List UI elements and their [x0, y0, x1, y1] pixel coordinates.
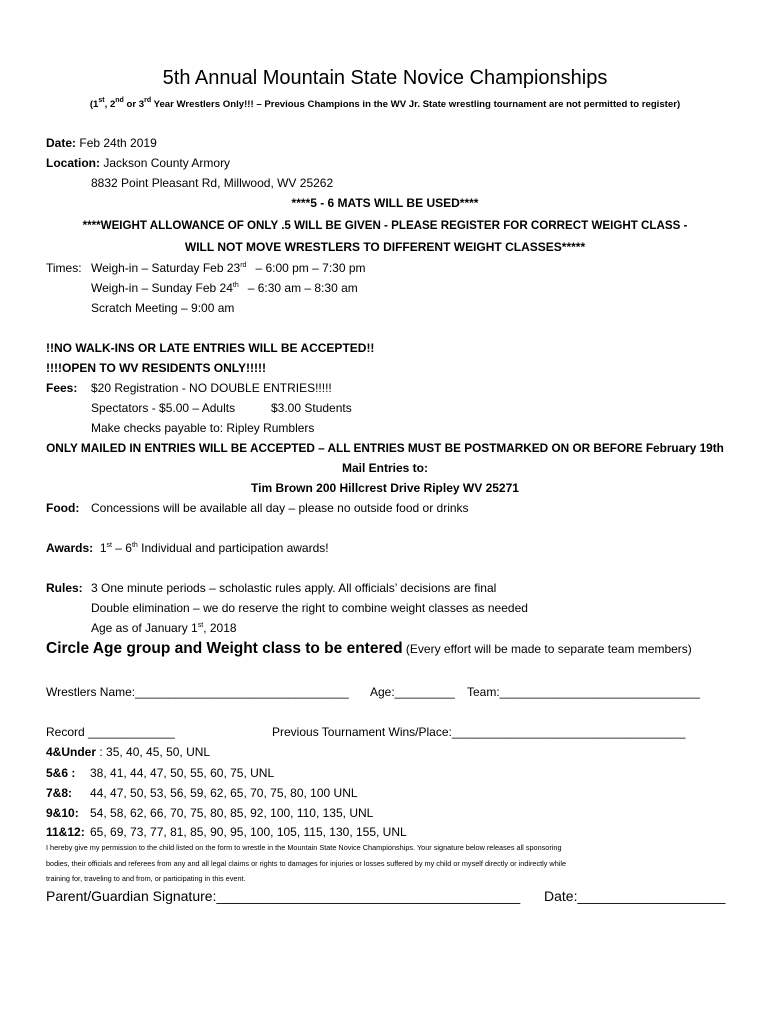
- scratch-meeting: Scratch Meeting – 9:00 am: [91, 301, 235, 315]
- weight-class-row-4u: 4&Under : 35, 40, 45, 50, UNL: [46, 745, 211, 759]
- no-walkins-notice: !!NO WALK-INS OR LATE ENTRIES WILL BE ACCEPTED!!: [46, 341, 375, 355]
- mail-address: Tim Brown 200 Hillcrest Drive Ripley WV 25271: [251, 481, 519, 495]
- date-label: Date:: [46, 136, 77, 150]
- eligibility-note: (1st, 2nd or 3rd Year Wrestlers Only!!! – Previous Champions in the WV Jr. State wrestling tournament are not permitted to register): [89, 97, 681, 110]
- mats-notice: ****5 - 6 MATS WILL BE USED****: [291, 196, 479, 210]
- location-value: Jackson County Armory: [103, 156, 231, 170]
- age-field[interactable]: Age:_________: [370, 685, 455, 699]
- weigh-in-sunday: Weigh-in – Sunday Feb 24th – 6:30 am – 8:30 am: [91, 281, 358, 295]
- previous-wins-field[interactable]: Previous Tournament Wins/Place:___________________________________: [272, 725, 686, 739]
- parent-signature-field[interactable]: Parent/Guardian Signature:_______________________________________: [46, 888, 521, 904]
- fees-label: Fees:: [46, 381, 78, 395]
- rules-label: Rules:: [46, 581, 83, 595]
- location-label: Location:: [46, 156, 100, 170]
- date-value: Feb 24th 2019: [79, 136, 157, 150]
- weight-allowance-notice: ****WEIGHT ALLOWANCE OF ONLY .5 WILL BE GIVEN - PLEASE REGISTER FOR CORRECT WEIGHT CLASS -: [82, 219, 688, 232]
- mail-entries-label: Mail Entries to:: [341, 461, 428, 475]
- location-address: 8832 Point Pleasant Rd, Millwood, WV 25262: [91, 176, 334, 190]
- page-title: 5th Annual Mountain State Novice Championships: [162, 67, 608, 89]
- record-field[interactable]: Record _____________: [46, 725, 175, 739]
- spectator-fee-adults: Spectators - $5.00 – Adults: [91, 401, 236, 415]
- waiver-line: bodies, their officials and referees from any and all legal claims or rights to damages for injuries or losses suffered by my child or myself directly or indirectly while: [46, 859, 567, 868]
- weight-class-row-5-6: 5&6 : 38, 41, 44, 47, 50, 55, 60, 75, UNL: [46, 766, 275, 780]
- awards: Awards: 1st – 6th Individual and participation awards!: [46, 541, 329, 555]
- awards-label: Awards:: [46, 541, 94, 555]
- weight-class-notice: WILL NOT MOVE WRESTLERS TO DIFFERENT WEIGHT CLASSES*****: [184, 240, 586, 254]
- waiver-line: I hereby give my permission to the child listed on the form to wrestle in the Mountain State Novice Championships. Your signature below releases all sponsoring: [46, 843, 562, 852]
- times-label: Times:: [46, 261, 82, 275]
- weight-class-row-7-8: 7&8: 44, 47, 50, 53, 56, 59, 62, 65, 70, 75, 80, 100 UNL: [46, 786, 358, 800]
- signature-date-field[interactable]: Date:___________________: [544, 888, 726, 904]
- rules-periods: 3 One minute periods – scholastic rules apply. All officials’ decisions are final: [91, 581, 497, 595]
- circle-heading: Circle Age group and Weight class to be entered (Every effort will be made to separate team members): [46, 640, 692, 657]
- waiver-line: training for, traveling to and from, or participating in this event.: [46, 874, 246, 883]
- spectator-fee-students: $3.00 Students: [271, 401, 352, 415]
- registration-fee: $20 Registration - NO DOUBLE ENTRIES!!!!!: [91, 381, 332, 395]
- food-label: Food:: [46, 501, 80, 515]
- food-value: Concessions will be available all day – please no outside food or drinks: [91, 501, 469, 515]
- wv-residents-notice: !!!!OPEN TO WV RESIDENTS ONLY!!!!!: [46, 361, 266, 375]
- wrestler-name-field[interactable]: Wrestlers Name:________________________________: [46, 685, 349, 699]
- rules-age-date: Age as of January 1st, 2018: [91, 621, 237, 635]
- event-location: [46, 156, 230, 170]
- weigh-in-saturday: Weigh-in – Saturday Feb 23rd – 6:00 pm – 7:30 pm: [91, 261, 366, 275]
- weight-class-row-11-12: 11&12: 65, 69, 73, 77, 81, 85, 90, 95, 100, 105, 115, 130, 155, UNL: [46, 825, 407, 839]
- weight-class-row-9-10: 9&10: 54, 58, 62, 66, 70, 75, 80, 85, 92, 100, 110, 135, UNL: [46, 806, 374, 820]
- mailed-entries-notice: ONLY MAILED IN ENTRIES WILL BE ACCEPTED – ALL ENTRIES MUST BE POSTMARKED ON OR BEFORE February 19th: [46, 441, 724, 455]
- rules-elimination: Double elimination – we do reserve the right to combine weight classes as needed: [91, 601, 528, 615]
- checks-payable: Make checks payable to: Ripley Rumblers: [91, 421, 315, 435]
- team-field[interactable]: Team:______________________________: [467, 685, 700, 699]
- event-date: [46, 136, 157, 150]
